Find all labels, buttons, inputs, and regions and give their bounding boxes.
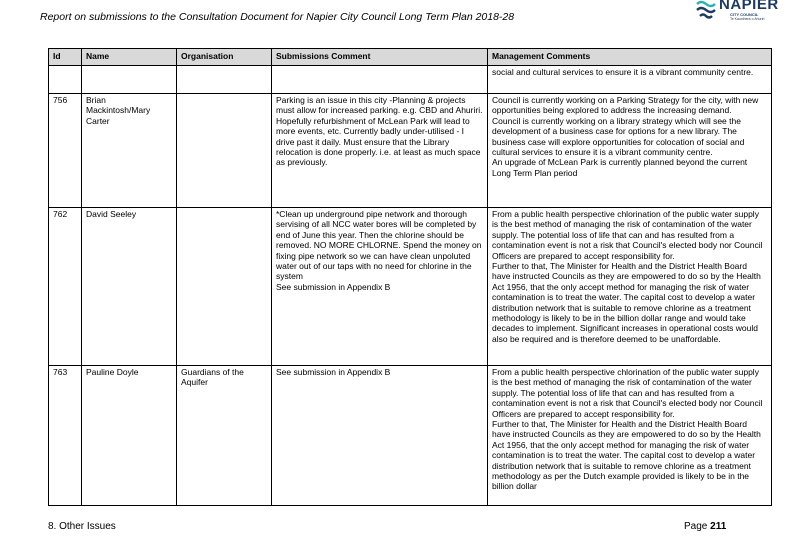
cell-id: 762	[49, 208, 82, 366]
table-row	[49, 366, 772, 506]
logo-name: NAPIER	[719, 0, 779, 13]
logo-subtitle: CITY COUNCIL	[730, 12, 759, 17]
table-row	[49, 94, 772, 208]
cell-name: David Seeley	[82, 208, 177, 366]
column-header-management-comments: Management Comments	[488, 49, 772, 66]
cell-organisation	[177, 94, 272, 208]
cell-name: Pauline Doyle	[82, 366, 177, 506]
cell-id: 756	[49, 94, 82, 208]
cell-organisation	[177, 66, 272, 94]
footer-section: 8. Other Issues	[48, 521, 116, 532]
report-title: Report on submissions to the Consultation Document for Napier City Council Long Term Plan 2018-28	[40, 11, 515, 23]
cell-organisation	[177, 208, 272, 366]
footer-page	[684, 521, 726, 532]
cell-submission-comment	[272, 66, 488, 94]
cell-submission-comment: *Clean up underground pipe network and thorough servising of all NCC water bores will be completed by end of June this year. Then the chlorine should be removed. NO MORE CHLORNE. Spend the money on fixing pipe network so we can have clean unpoluted water out of our taps with no need for chlorine in the system See submission in Appendix B	[272, 208, 488, 366]
column-header-organisation: Organisation	[177, 49, 272, 66]
cell-management-comment: From a public health perspective chlorination of the public water supply is the best method of managing the risk of contamination of the water supply. The potential loss of life that can and has resulted from a contamination event is not a risk that Council's elected body nor Council Officers are prepared to accept responsibility for. Further to that, The Minister for Health and the District Health Board have instructed Councils as they are empowered to do so by the Health Act 1956, that the only accept method for managing the risk of water contamination is to treat the water. The capital cost to develop a water distribution network that is suitable to remove chlorine as a treatment methodology is likely to be in the billion dollar range and would take decades to implement. Significant increases in operational costs would also be required and is therefore deemed to be unaffordable.	[488, 208, 772, 366]
napier-logo	[690, 0, 805, 30]
column-header-id: Id	[49, 49, 82, 66]
logo-maori-subtitle: Te Kaunihera o Ahuriri	[730, 17, 765, 21]
cell-id: 763	[49, 366, 82, 506]
cell-submission-comment: Parking is an issue in this city -Planning & projects must allow for increased parking. e.g. CBD and Ahuriri. Hopefully refurbishment of McLean Park will lead to more events, etc. Currently badly under-utilised - I drive past it daily. Must ensure that the Library relocation is done properly. i.e. at least as much space as previously.	[272, 94, 488, 208]
submissions-table	[48, 48, 772, 506]
cell-id	[49, 66, 82, 94]
column-header-name: Name	[82, 49, 177, 66]
cell-submission-comment: See submission in Appendix B	[272, 366, 488, 506]
page-label: Page	[684, 521, 708, 532]
cell-management-comment: From a public health perspective chlorination of the public water supply is the best method of managing the risk of contamination of the water supply. The potential loss of life that can and has resulted from a contamination event is not a risk that Council's elected body nor Council Officers are prepared to accept responsibility for. Further to that, The Minister for Health and the District Health Board have instructed Councils as they are empowered to do so by the Health Act 1956, that the only accept method for managing the risk of water contamination is to treat the water. The capital cost to develop a water distribution network that is suitable to remove chlorine as a treatment methodology as per the Dutch example provided is likely to be in the billion dollar	[488, 366, 772, 506]
table-header-row	[49, 49, 772, 66]
napier-wave-icon	[695, 0, 717, 22]
table-row	[49, 66, 772, 94]
cell-name	[82, 66, 177, 94]
cell-management-comment: Council is currently working on a Parking Strategy for the city, with new opportunities being explored to address the increasing demand. Council is currently working on a library strategy which will see the development of a business case for options for a new library. The business case will explore opportunities for colocation of social and cultural services to ensure it is a vibrant community centre. An upgrade of McLean Park is currently planned beyond the current Long Term Plan period	[488, 94, 772, 208]
table-row	[49, 208, 772, 366]
cell-name: Brian Mackintosh/Mary Carter	[82, 94, 177, 208]
page-number: 211	[710, 521, 727, 532]
cell-management-comment: social and cultural services to ensure it is a vibrant community centre.	[488, 66, 772, 94]
column-header-submissions-comment: Submissions Comment	[272, 49, 488, 66]
cell-organisation: Guardians of the Aquifer	[177, 366, 272, 506]
